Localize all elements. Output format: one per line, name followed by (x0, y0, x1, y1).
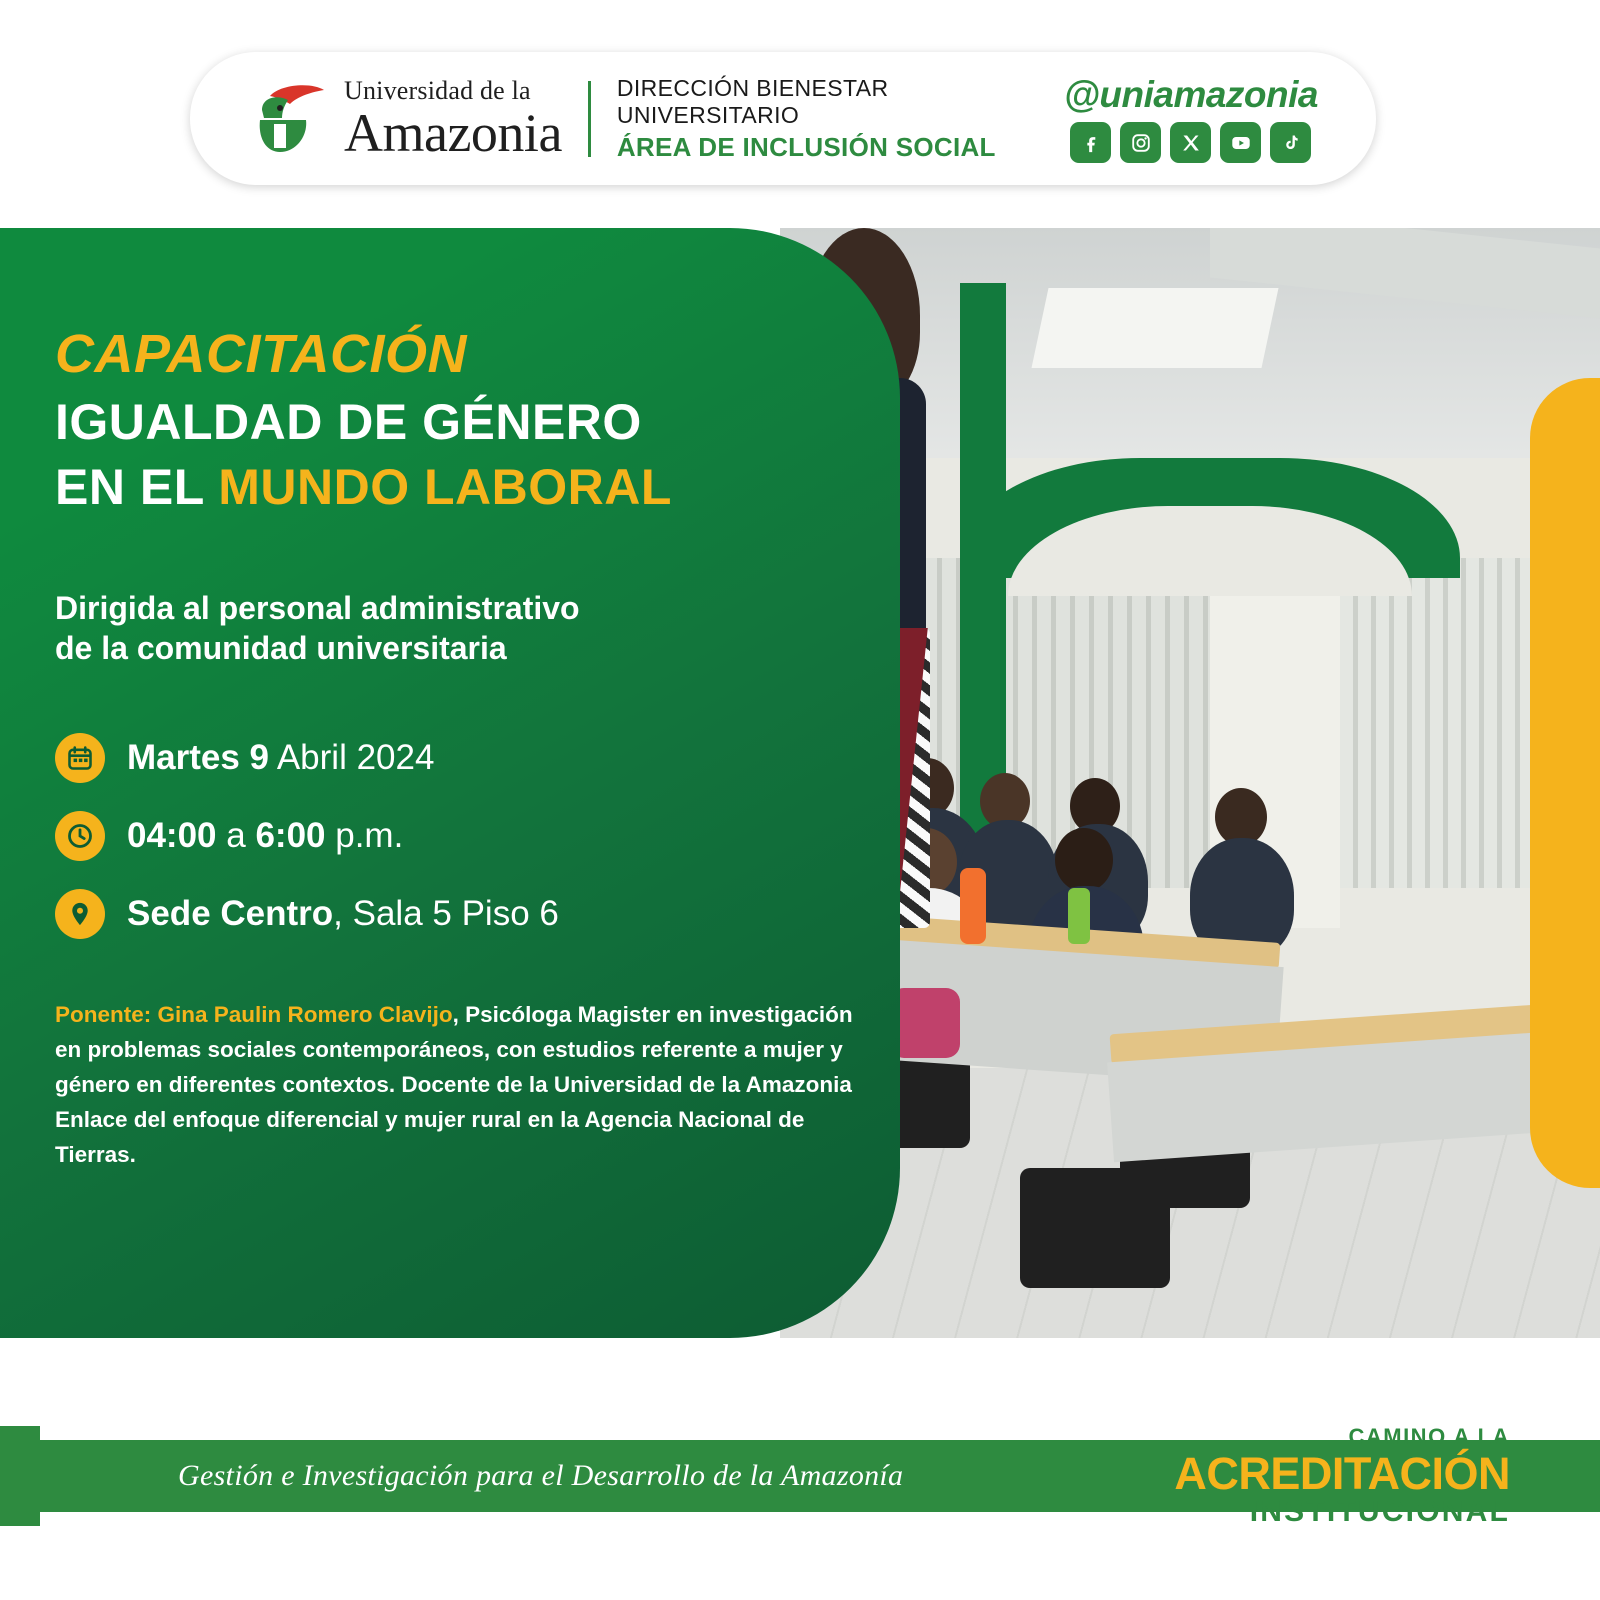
accreditation-line3: INSTITUCIONAL (1249, 1495, 1510, 1528)
university-name-line2: Amazonia (344, 102, 562, 163)
event-date-row (55, 733, 559, 783)
clock-icon (55, 811, 105, 861)
accreditation-line2: ACREDITACIÓN (1174, 1448, 1510, 1499)
event-time-suffix: p.m. (325, 816, 404, 855)
yellow-accent-tab (1530, 378, 1600, 1188)
event-details-list (55, 733, 559, 939)
department-line1: DIRECCIÓN BIENESTAR UNIVERSITARIO (616, 74, 889, 128)
facebook-icon[interactable] (1070, 122, 1111, 163)
classroom-photo (780, 228, 1600, 1338)
event-location-strong: Sede Centro (127, 894, 334, 933)
poster-subtitle-line2: de la comunidad universitaria (55, 630, 507, 666)
poster-content (0, 228, 900, 1338)
speaker-label: Ponente: Gina Paulin Romero Clavijo (55, 1002, 453, 1027)
poster-eyebrow: CAPACITACIÓN (55, 324, 467, 384)
social-icon-row (1070, 122, 1311, 163)
event-time-end: 6:00 (255, 816, 326, 855)
event-location-row (55, 889, 559, 939)
poster-title-line2-plain: EN EL (55, 459, 219, 515)
university-name-line1: Universidad de la (344, 75, 531, 105)
event-time-row (55, 811, 559, 861)
speaker-body: , Psicóloga Magister en investigación en problemas sociales contemporáneos, con estudios referente a mujer y género en diferentes contextos. Docente de la Universidad de la Amazonia Enlace del enfoque diferencial y mujer rural en la Agencia Nacional de Tierras. (55, 1002, 853, 1167)
event-location-text (127, 894, 559, 934)
department-block (617, 75, 1064, 163)
poster-title-line2-highlight: MUNDO LABORAL (218, 459, 672, 515)
tiktok-icon[interactable] (1270, 122, 1311, 163)
event-location-rest: , Sala 5 Piso 6 (333, 894, 559, 933)
location-pin-icon (55, 889, 105, 939)
poster-title-line2 (55, 458, 672, 516)
footer-slogan: Gestión e Investigación para el Desarrollo de la Amazonía (178, 1459, 904, 1492)
event-date-strong: Martes 9 (127, 738, 270, 777)
instagram-icon[interactable] (1120, 122, 1161, 163)
social-handle: @uniamazonia (1063, 74, 1318, 115)
poster-subtitle (55, 588, 580, 668)
youtube-icon[interactable] (1220, 122, 1261, 163)
event-time-mid: a (216, 816, 256, 855)
toucan-logo-icon (250, 80, 336, 158)
accreditation-line1: CAMINO A LA (1348, 1424, 1510, 1449)
poster-subtitle-line1: Dirigida al personal administrativo (55, 590, 580, 626)
event-date-rest: Abril 2024 (269, 738, 435, 777)
event-time-text (127, 816, 403, 856)
event-date-text (127, 738, 434, 778)
header-bar (190, 52, 1376, 185)
speaker-paragraph (55, 998, 855, 1172)
poster-title-line1: IGUALDAD DE GÉNERO (55, 394, 642, 450)
x-twitter-icon[interactable] (1170, 122, 1211, 163)
accreditation-badge (1174, 1426, 1510, 1527)
calendar-icon (55, 733, 105, 783)
social-block (1064, 74, 1318, 163)
header-divider (588, 81, 591, 157)
poster-main (0, 228, 1600, 1338)
department-line2: ÁREA DE INCLUSIÓN SOCIAL (616, 131, 996, 162)
university-logo (250, 75, 562, 163)
event-time-start: 04:00 (127, 816, 217, 855)
